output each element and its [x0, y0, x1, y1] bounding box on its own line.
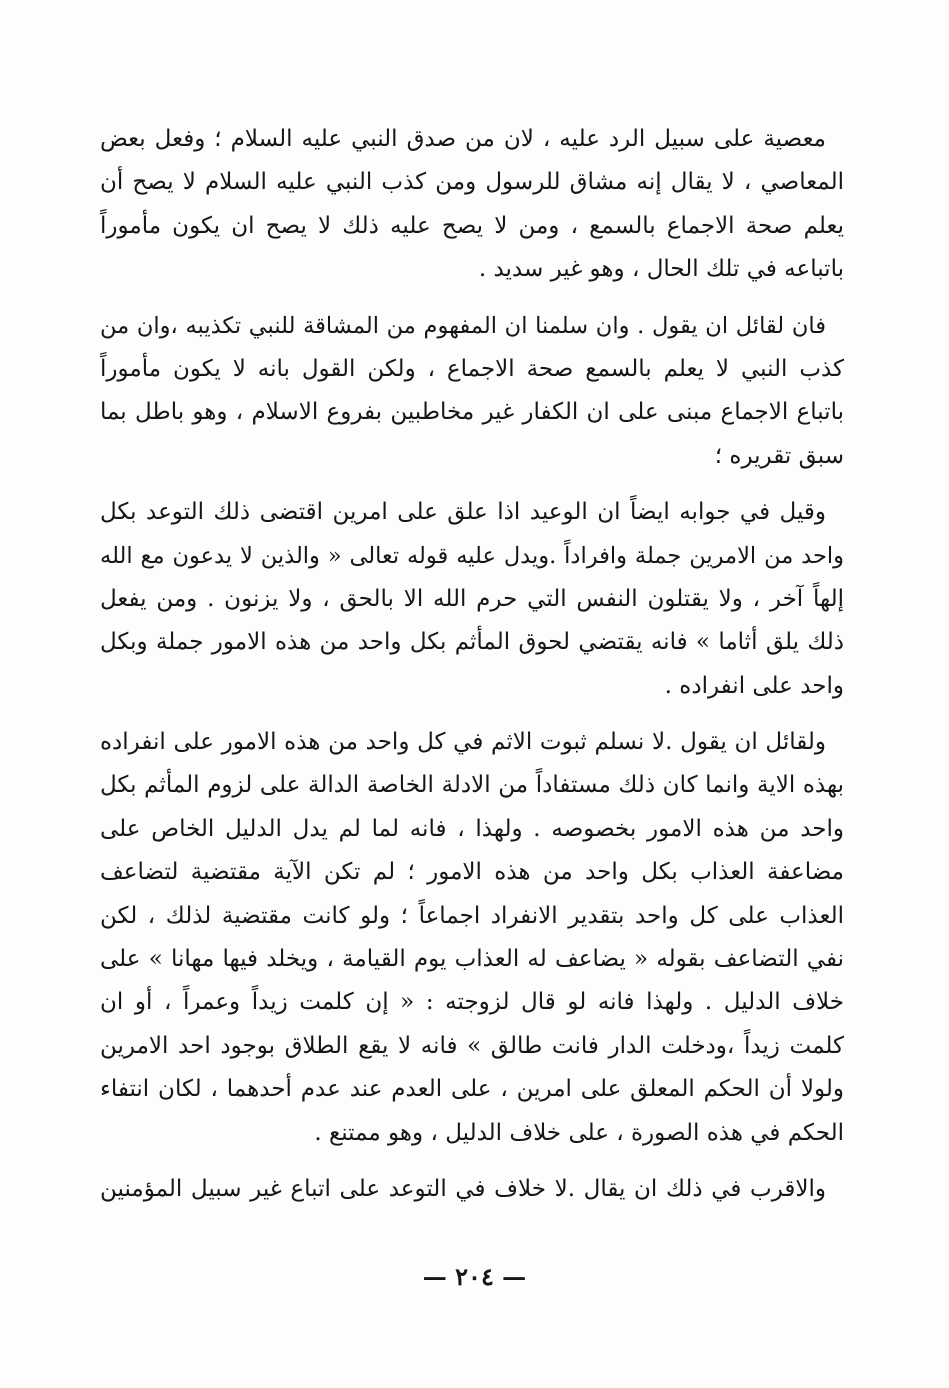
- text-line: العذاب على كل واحد بتقدير الانفراد اجماعاً ؛ ولو كانت مقتضية لذلك ، لكن: [100, 902, 844, 929]
- text-line: مضاعفة العذاب بكل واحد من هذه الامور ؛ لم تكن الآية مقتضية لتضاعف: [100, 859, 844, 886]
- paragraph: [100, 118, 844, 292]
- text-line: ولقائل ان يقول .لا نسلم ثبوت الاثم في كل واحد من هذه الامور على انفراده: [100, 729, 826, 756]
- text-line: واحد من هذه الامور بخصوصه . ولهذا ، فانه لما لم يدل الدليل الخاص على: [100, 815, 844, 842]
- paragraph: [100, 491, 844, 708]
- text-line: معصية على سبيل الرد عليه ، لان من صدق النبي عليه السلام ؛ وفعل بعض: [100, 126, 826, 152]
- text-line: سبق تقريره ؛: [714, 442, 844, 469]
- text-line: الحكم في هذه الصورة ، على خلاف الدليل ، وهو ممتنع .: [314, 1119, 844, 1146]
- paragraph: [100, 1168, 844, 1211]
- text-line: فان لقائل ان يقول . وان سلمنا ان المفهوم من المشاقة للنبي تكذيبه ،وان من: [100, 312, 826, 339]
- paragraph: [100, 305, 844, 479]
- text-line: والاقرب في ذلك ان يقال .لا خلاف في التوعد على اتباع غير سبيل المؤمنين: [100, 1175, 826, 1202]
- text-line: باتباعه في تلك الحال ، وهو غير سديد .: [478, 256, 844, 283]
- text-line: واحد على انفراده .: [664, 672, 844, 699]
- text-line: يعلم صحة الاجماع بالسمع ، ومن لا يصح عليه ذلك لا يصح ان يكون مأموراً: [100, 212, 844, 239]
- text-line: كلمت زيداً ،ودخلت الدار فانت طالق » فانه لا يقع الطلاق بوجود احد الامرين: [100, 1032, 844, 1059]
- text-line: إلهاً آخر ، ولا يقتلون النفس التي حرم الله الا بالحق ، ولا يزنون . ومن يفعل: [100, 585, 844, 612]
- text-line: خلاف الدليل . ولهذا فانه لو قال لزوجته : « إن كلمت زيداً وعمراً ، أو ان: [100, 989, 844, 1016]
- page-number: — ٢٠٤ —: [422, 1262, 527, 1291]
- text-line: واحد من الامرين جملة وافراداً .ويدل عليه قوله تعالى « والذين لا يدعون مع الله: [100, 542, 844, 569]
- text-line: باتباع الاجماع مبنى على ان الكفار غير مخاطبين بفروع الاسلام ، وهو باطل بما: [100, 399, 844, 426]
- text-line: المعاصي ، لا يقال إنه مشاق للرسول ومن كذب النبي عليه السلام لا يصح أن: [100, 169, 844, 196]
- text-line: وقيل في جوابه ايضاً ان الوعيد اذا علق على امرين اقتضى ذلك التوعد بكل: [100, 499, 827, 526]
- text-line: كذب النبي لا يعلم بالسمع صحة الاجماع ، ولكن القول بانه لا يكون مأموراً: [100, 355, 844, 382]
- text-line: ولولا أن الحكم المعلق على امرين ، على العدم عند عدم أحدهما ، لكان انتفاء: [100, 1076, 844, 1103]
- paragraph: [100, 721, 844, 1155]
- text-line: نفي التضاعف بقوله « يضاعف له العذاب يوم القيامة ، ويخلد فيها مهانا » على: [100, 946, 844, 973]
- text-line: بهذه الاية وانما كان ذلك مستفاداً من الادلة الخاصة الدالة على لزوم المأثم بكل: [100, 772, 844, 799]
- body-text: [100, 118, 844, 1211]
- text-line: ذلك يلق أثاما » فانه يقتضي لحوق المأثم بكل واحد من هذه الامور جملة وبكل: [100, 629, 844, 656]
